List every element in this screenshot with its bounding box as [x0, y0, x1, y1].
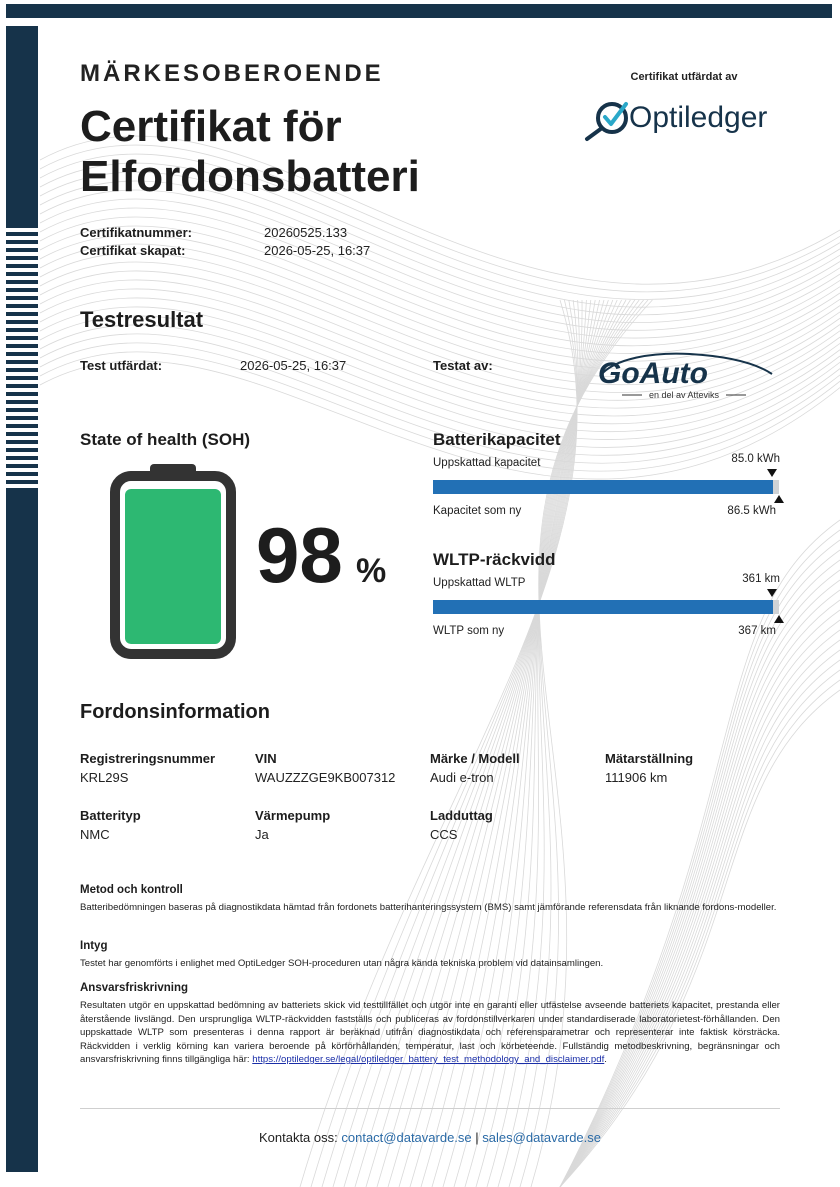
model-label: Märke / Modell — [430, 751, 520, 766]
goauto-logo-subtext: en del av Atteviks — [648, 390, 720, 400]
footer-separator: | — [475, 1130, 479, 1145]
charging-port-value: CCS — [430, 827, 458, 842]
title-line-2: Elfordonsbatteri — [80, 152, 420, 201]
heatpump-label: Värmepump — [255, 808, 331, 823]
capacity-new-value: 86.5 kWh — [727, 505, 776, 517]
vehicle-heading: Fordonsinformation — [80, 701, 270, 723]
certificate-number-value: 20260525.133 — [264, 225, 348, 240]
capacity-estimated-value: 85.0 kWh — [731, 453, 780, 465]
registration-label: Registreringsnummer — [80, 751, 216, 766]
method-text: Batteribedömningen baseras på diagnostikdata hämtad från fordonets batterihanteringssystem (BMS) samt jämförande referensdata från liknande fordons-modeller. — [80, 902, 777, 913]
goauto-logo — [594, 346, 778, 402]
soh-unit: % — [356, 552, 387, 590]
test-issued-value: 2026-05-25, 16:37 — [240, 358, 347, 373]
odometer-label: Mätarställning — [605, 751, 694, 766]
method-title: Metod och kontroll — [80, 884, 183, 896]
battery-icon — [108, 462, 238, 660]
soh-value: 98 — [256, 511, 343, 599]
battery-fill-level — [125, 489, 221, 644]
wltp-new-label: WLTP som ny — [433, 625, 505, 637]
footer-contact — [80, 1130, 780, 1145]
vin-value: WAUZZZGE9KB007312 — [255, 770, 396, 785]
results-heading: Testresultat — [80, 307, 204, 332]
wltp-heading: WLTP-räckvidd — [433, 550, 556, 569]
wltp-new-value: 367 km — [738, 625, 776, 637]
odometer-value: 111906 km — [605, 770, 668, 785]
capacity-new-label: Kapacitet som ny — [433, 505, 522, 517]
sales-email-link[interactable]: sales@datavarde.se — [482, 1130, 602, 1145]
capacity-new-marker — [774, 495, 784, 503]
heatpump-value: Ja — [255, 827, 269, 842]
disclaimer-title: Ansvarsfriskrivning — [80, 982, 189, 994]
optiledger-logo-text: Optiledger — [629, 101, 768, 134]
wltp-new-marker — [774, 615, 784, 623]
certificate-created-value: 2026-05-25, 16:37 — [264, 243, 371, 258]
document-title — [80, 102, 420, 202]
side-bar — [6, 26, 38, 1172]
attest-text: Testet har genomförts i enlighet med OptiLedger SOH-proceduren utan några kända tekniska problem vid datainsamlingen. — [80, 958, 604, 969]
disclaimer-link[interactable]: https://optiledger.se/legal/optiledger_battery_test_methodology_and_disclaimer.pdf — [252, 1054, 605, 1065]
soh-heading: State of health (SOH) — [80, 430, 251, 449]
charging-port-label: Ladduttag — [430, 808, 493, 823]
model-value: Audi e-tron — [430, 770, 494, 785]
top-bar — [6, 4, 832, 18]
disclaimer-text: Resultaten utgör en uppskattad bedömning av batteriets skick vid testtillfället och utgör inte en garanti eller utfästelse avseende batteriets kapacitet, prestanda eller återstående livslängd. Den ursprungliga WLTP-räckvidden fastställs och publiceras av fordonstillverkaren under standardiserade laboratorietest-förhållanden. Den uppskattade WLTP som presenteras i denna rapport är beräknad utifrån diagnostikdata och referensparametrar och representerar inte faktisk körsträcka. Räckvidden i verklig körning kan variera beroende på körförhållanden, temperatur, last och körbeteende. Fullständig metodbeskrivning, begränsningar och ansvarsfriskrivning finns tillgängliga här: — [80, 1000, 780, 1065]
optiledger-logo — [582, 96, 782, 142]
document-kicker: MÄRKESOBEROENDE — [80, 60, 384, 87]
wltp-estimated-label: Uppskattad WLTP — [433, 577, 526, 589]
title-line-1: Certifikat för — [80, 102, 342, 151]
side-stripes — [6, 228, 38, 490]
capacity-estimated-label: Uppskattad kapacitet — [433, 457, 541, 469]
vin-label: VIN — [255, 751, 277, 766]
test-issued-label: Test utfärdat: — [80, 358, 163, 373]
contact-email-link[interactable]: contact@datavarde.se — [341, 1130, 472, 1145]
certificate-created-label: Certifikat skapat: — [80, 243, 186, 258]
wltp-bar-fill — [433, 600, 773, 614]
capacity-heading: Batterikapacitet — [433, 430, 561, 449]
attest-title: Intyg — [80, 940, 108, 952]
certificate-number-label: Certifikatnummer: — [80, 225, 192, 240]
battery-type-value: NMC — [80, 827, 110, 842]
capacity-estimated-marker — [767, 469, 777, 477]
tested-by-label: Testat av: — [433, 358, 493, 373]
contact-label: Kontakta oss: — [258, 1130, 338, 1145]
goauto-logo-text: GoAuto — [598, 357, 708, 390]
wltp-estimated-marker — [767, 589, 777, 597]
capacity-bar-fill — [433, 480, 773, 494]
disclaimer-block: Resultaten utgör en uppskattad bedömning av batteriets skick vid testtillfället och utgör inte en garanti eller utfästelse avseende batteriets kapacitet, prestanda eller återstående livslängd. Den ursprungliga WLTP-räckvidden fastställs och publiceras av fordonstillverkaren under standardiserade laboratorietest-förhållanden. Den uppskattade WLTP som presenteras i denna rapport är beräknad utifrån diagnostikdata och referensparametrar och representerar inte faktisk körsträcka. Räckvidden i verklig körning kan variera beroende på körförhållanden, temperatur, last och körbeteende. Fullständig metodbeskrivning, begränsningar och ansvarsfriskrivning finns tillgängliga här: https://optiledger.se/legal/optiledger_battery_test_methodology_and_disclaimer.pdf. — [80, 1000, 780, 1065]
issued-by-label: Certifikat utfärdat av — [630, 71, 738, 83]
registration-value: KRL29S — [80, 770, 129, 785]
battery-type-label: Batterityp — [80, 808, 141, 823]
wltp-estimated-value: 361 km — [742, 573, 780, 585]
footer-divider — [80, 1108, 780, 1109]
